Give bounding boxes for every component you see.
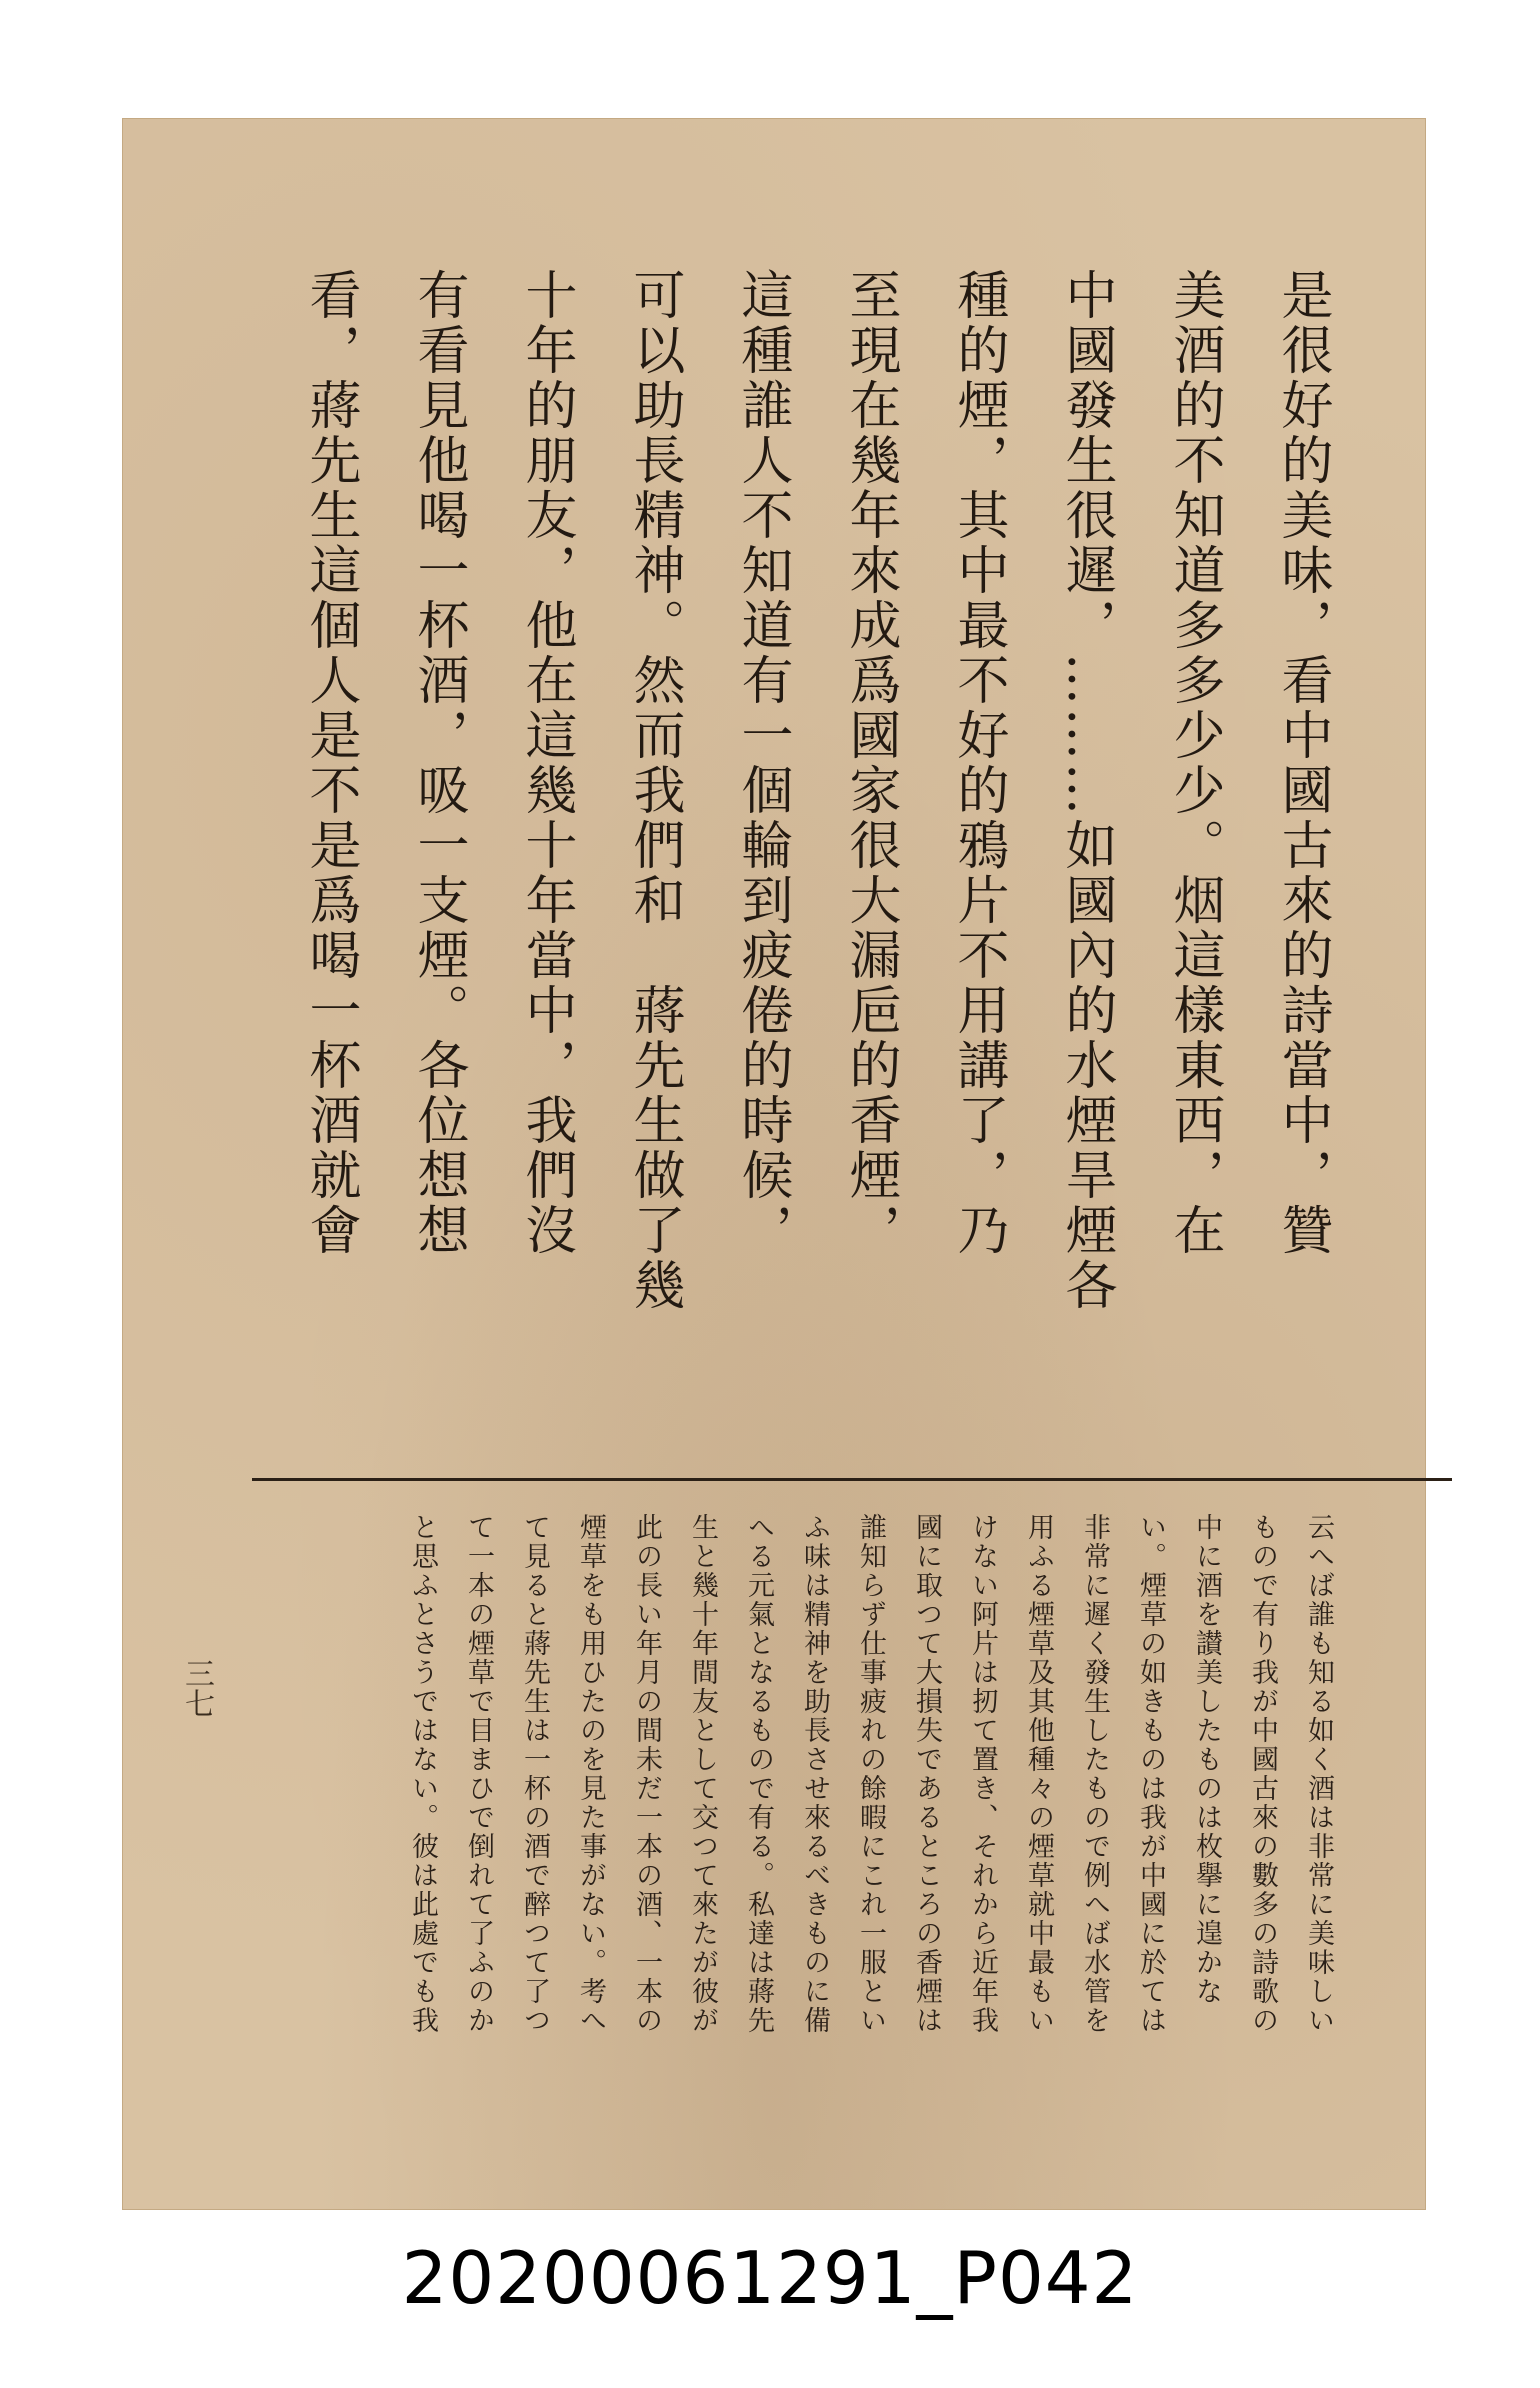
annotation-column: て見ると蔣先生は一杯の酒で醉つて了つ: [519, 1513, 550, 2035]
annotation-column: ふ味は精神を助長させ來るべきものに備: [799, 1513, 830, 2035]
annotation-column: へる元氣となるもので有る。私達は蔣先: [743, 1513, 774, 2035]
main-text-column: 中國發生很遲，………如國內的水煙旱煙各: [1056, 268, 1116, 1313]
main-text-column: 十年的朋友，他在這幾十年當中，我們沒: [516, 268, 576, 1258]
book-page: [122, 118, 1426, 2210]
page-number: 三七: [179, 1658, 214, 1718]
main-text-column: 美酒的不知道多多少少。烟這樣東西，在: [1164, 268, 1224, 1258]
annotation-column: い。煙草の如きものは我が中國に於ては: [1135, 1513, 1166, 2035]
main-text-column: 可以助長精神。然而我們和 蔣先生做了幾: [624, 268, 684, 1313]
annotation-column: 此の長い年月の間未だ一本の酒、一本の: [631, 1513, 662, 2035]
annotation-column: 云へば誰も知る如く酒は非常に美味しい: [1303, 1513, 1334, 2035]
main-text-column: 種的煙，其中最不好的鴉片不用講了，乃: [948, 268, 1008, 1258]
section-divider: [252, 1478, 1452, 1481]
main-text-column: 有看見他喝一杯酒，吸一支煙。各位想想: [408, 268, 468, 1258]
main-text-column: 這種誰人不知道有一個輪到疲倦的時候，: [732, 268, 792, 1258]
main-text-column: 至現在幾年來成爲國家很大漏巵的香煙，: [840, 268, 900, 1258]
annotation-column: 中に酒を讃美したものは枚擧に遑かな: [1191, 1513, 1222, 2006]
annotation-column: 非常に遲く發生したもので例へば水管を: [1079, 1513, 1110, 2035]
annotation-column: 煙草をも用ひたのを見た事がない。考へ: [575, 1513, 606, 2035]
annotation-column: て一本の煙草で目まひで倒れて了ふのか: [463, 1513, 494, 2035]
annotation-column: もので有り我が中國古來の數多の詩歌の: [1247, 1513, 1278, 2035]
annotation-column: と思ふとさうではない。彼は此處でも我: [407, 1513, 438, 2035]
image-caption: 20200061291_P042: [401, 2236, 1139, 2320]
main-text-column: 是很好的美味，看中國古來的詩當中，贊: [1272, 268, 1332, 1258]
annotation-column: 國に取つて大損失であるところの香煙は: [911, 1513, 942, 2035]
annotation-column: けない阿片は扨て置き、それから近年我: [967, 1513, 998, 2035]
annotation-column: 誰知らず仕事疲れの餘暇にこれ一服とい: [855, 1513, 886, 2035]
annotation-column: 用ふる煙草及其他種々の煙草就中最もい: [1023, 1513, 1054, 2035]
main-text-block: [122, 118, 1426, 1438]
main-text-column: 看，蔣先生這個人是不是爲喝一杯酒就會: [300, 268, 360, 1258]
annotation-column: 生と幾十年間友として交つて來たが彼が: [687, 1513, 718, 2035]
